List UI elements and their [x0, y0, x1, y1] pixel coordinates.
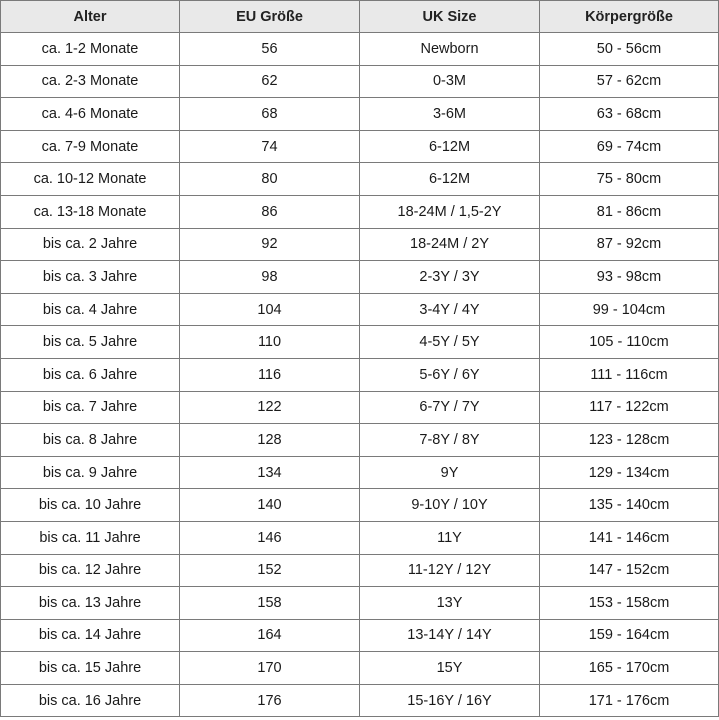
cell-uk-size: 3-4Y / 4Y: [360, 293, 540, 326]
cell-age: bis ca. 3 Jahre: [1, 261, 180, 294]
table-row: [1, 358, 719, 391]
cell-eu-size: 98: [180, 261, 360, 294]
cell-eu-size: 110: [180, 326, 360, 359]
table-row: [1, 424, 719, 457]
cell-age: ca. 13-18 Monate: [1, 195, 180, 228]
cell-body-height: 87 - 92cm: [540, 228, 719, 261]
table-row: [1, 293, 719, 326]
cell-age: bis ca. 4 Jahre: [1, 293, 180, 326]
cell-eu-size: 56: [180, 33, 360, 66]
cell-uk-size: 9Y: [360, 456, 540, 489]
cell-age: bis ca. 12 Jahre: [1, 554, 180, 587]
cell-age: ca. 2-3 Monate: [1, 65, 180, 98]
cell-body-height: 117 - 122cm: [540, 391, 719, 424]
header-eu-size: EU Größe: [180, 1, 360, 33]
cell-age: bis ca. 13 Jahre: [1, 587, 180, 620]
cell-age: ca. 4-6 Monate: [1, 98, 180, 131]
cell-body-height: 75 - 80cm: [540, 163, 719, 196]
cell-age: ca. 7-9 Monate: [1, 130, 180, 163]
cell-body-height: 159 - 164cm: [540, 619, 719, 652]
cell-eu-size: 122: [180, 391, 360, 424]
header-alter: Alter: [1, 1, 180, 33]
cell-uk-size: 9-10Y / 10Y: [360, 489, 540, 522]
cell-body-height: 50 - 56cm: [540, 33, 719, 66]
cell-body-height: 153 - 158cm: [540, 587, 719, 620]
cell-body-height: 93 - 98cm: [540, 261, 719, 294]
table-row: [1, 195, 719, 228]
cell-body-height: 135 - 140cm: [540, 489, 719, 522]
cell-uk-size: 6-7Y / 7Y: [360, 391, 540, 424]
cell-body-height: 69 - 74cm: [540, 130, 719, 163]
cell-uk-size: 11Y: [360, 521, 540, 554]
cell-uk-size: 11-12Y / 12Y: [360, 554, 540, 587]
cell-body-height: 105 - 110cm: [540, 326, 719, 359]
cell-age: ca. 1-2 Monate: [1, 33, 180, 66]
cell-age: ca. 10-12 Monate: [1, 163, 180, 196]
cell-age: bis ca. 11 Jahre: [1, 521, 180, 554]
cell-eu-size: 86: [180, 195, 360, 228]
cell-eu-size: 116: [180, 358, 360, 391]
cell-eu-size: 164: [180, 619, 360, 652]
cell-body-height: 171 - 176cm: [540, 684, 719, 717]
cell-eu-size: 146: [180, 521, 360, 554]
cell-eu-size: 104: [180, 293, 360, 326]
table-row: [1, 326, 719, 359]
cell-body-height: 123 - 128cm: [540, 424, 719, 457]
cell-body-height: 147 - 152cm: [540, 554, 719, 587]
cell-age: bis ca. 10 Jahre: [1, 489, 180, 522]
table-row: [1, 652, 719, 685]
table-body: [1, 33, 719, 717]
header-row: [1, 1, 719, 33]
table-row: [1, 228, 719, 261]
header-body-height: Körpergröße: [540, 1, 719, 33]
cell-uk-size: 0-3M: [360, 65, 540, 98]
table-row: [1, 130, 719, 163]
cell-uk-size: 13-14Y / 14Y: [360, 619, 540, 652]
table-row: [1, 65, 719, 98]
header-uk-size: UK Size: [360, 1, 540, 33]
cell-body-height: 129 - 134cm: [540, 456, 719, 489]
table-row: [1, 587, 719, 620]
cell-uk-size: 6-12M: [360, 163, 540, 196]
cell-body-height: 141 - 146cm: [540, 521, 719, 554]
cell-age: bis ca. 16 Jahre: [1, 684, 180, 717]
table-row: [1, 98, 719, 131]
cell-uk-size: 4-5Y / 5Y: [360, 326, 540, 359]
table-row: [1, 521, 719, 554]
table-row: [1, 261, 719, 294]
cell-eu-size: 92: [180, 228, 360, 261]
cell-eu-size: 158: [180, 587, 360, 620]
cell-age: bis ca. 15 Jahre: [1, 652, 180, 685]
cell-eu-size: 140: [180, 489, 360, 522]
table-header: [1, 1, 719, 33]
cell-body-height: 165 - 170cm: [540, 652, 719, 685]
cell-age: bis ca. 2 Jahre: [1, 228, 180, 261]
cell-eu-size: 128: [180, 424, 360, 457]
cell-uk-size: 18-24M / 2Y: [360, 228, 540, 261]
cell-age: bis ca. 5 Jahre: [1, 326, 180, 359]
cell-uk-size: 13Y: [360, 587, 540, 620]
cell-age: bis ca. 14 Jahre: [1, 619, 180, 652]
cell-body-height: 81 - 86cm: [540, 195, 719, 228]
table-row: [1, 163, 719, 196]
cell-age: bis ca. 9 Jahre: [1, 456, 180, 489]
cell-uk-size: 3-6M: [360, 98, 540, 131]
cell-age: bis ca. 6 Jahre: [1, 358, 180, 391]
table-row: [1, 456, 719, 489]
cell-eu-size: 74: [180, 130, 360, 163]
cell-body-height: 99 - 104cm: [540, 293, 719, 326]
table-row: [1, 489, 719, 522]
cell-eu-size: 134: [180, 456, 360, 489]
cell-eu-size: 62: [180, 65, 360, 98]
cell-uk-size: 7-8Y / 8Y: [360, 424, 540, 457]
cell-eu-size: 80: [180, 163, 360, 196]
table-row: [1, 554, 719, 587]
cell-uk-size: Newborn: [360, 33, 540, 66]
cell-body-height: 57 - 62cm: [540, 65, 719, 98]
cell-age: bis ca. 8 Jahre: [1, 424, 180, 457]
cell-uk-size: 2-3Y / 3Y: [360, 261, 540, 294]
cell-eu-size: 152: [180, 554, 360, 587]
table-row: [1, 33, 719, 66]
cell-uk-size: 18-24M / 1,5-2Y: [360, 195, 540, 228]
table-row: [1, 684, 719, 717]
cell-age: bis ca. 7 Jahre: [1, 391, 180, 424]
table-row: [1, 619, 719, 652]
cell-body-height: 111 - 116cm: [540, 358, 719, 391]
table-row: [1, 391, 719, 424]
cell-eu-size: 176: [180, 684, 360, 717]
cell-uk-size: 6-12M: [360, 130, 540, 163]
cell-eu-size: 170: [180, 652, 360, 685]
cell-uk-size: 15Y: [360, 652, 540, 685]
cell-body-height: 63 - 68cm: [540, 98, 719, 131]
cell-uk-size: 5-6Y / 6Y: [360, 358, 540, 391]
cell-eu-size: 68: [180, 98, 360, 131]
cell-uk-size: 15-16Y / 16Y: [360, 684, 540, 717]
